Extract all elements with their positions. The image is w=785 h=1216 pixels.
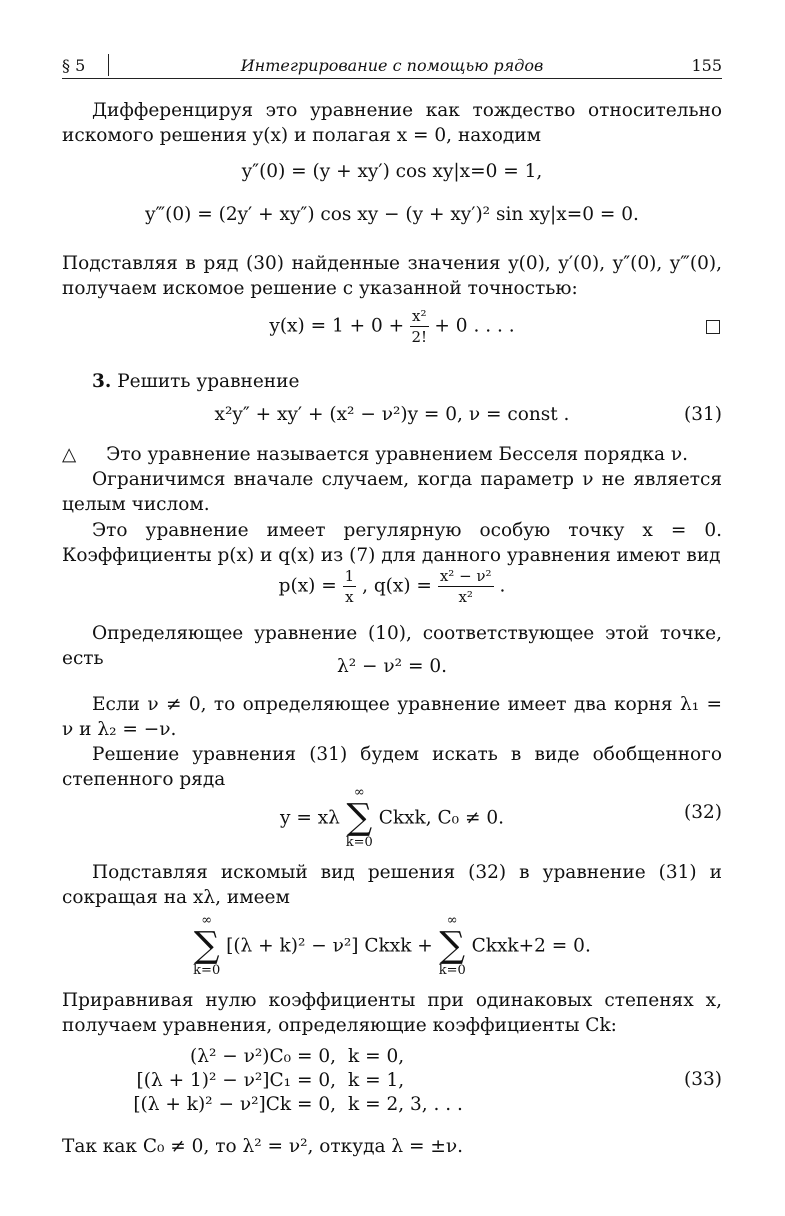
sum-lower-limit: k=0 [345, 835, 373, 850]
paragraph-11: Приравнивая нулю коэффициенты при одинаковых степенях x, получаем уравнения, определяющие коэффициенты Ck: [62, 990, 722, 1036]
running-header [62, 56, 722, 79]
series-right: Ckxk, C₀ ≠ 0. [378, 807, 504, 829]
sum-upper-limit: ∞ [446, 913, 458, 928]
series-left: y = xλ [280, 807, 340, 829]
fraction-x2-over-2fact [410, 306, 428, 347]
paragraph-9: Решение уравнения (31) будем искать в виде обобщенного степенного ряда [62, 744, 722, 790]
sum-upper-limit: ∞ [201, 913, 213, 928]
fraction-denominator: x² [458, 588, 473, 606]
p-label: p(x) = [278, 575, 337, 597]
equation-system-33 [62, 1045, 722, 1117]
equation-y2: y″(0) = (y + xy′) cos xy|x=0 = 1, [241, 161, 543, 182]
substituted-middle: [(λ + k)² − ν²] Ckxk + [226, 935, 433, 957]
equation-solution [62, 306, 722, 347]
equation-indicial: λ² − ν² = 0. [337, 656, 447, 677]
section-number: § 5 [62, 56, 86, 75]
fraction-numerator: 1 [344, 567, 355, 585]
system-row [62, 1045, 722, 1069]
qed-box-icon [706, 320, 720, 334]
sum-lower-limit: k=0 [438, 963, 466, 978]
paragraph-5: Ограничимся вначале случаем, когда параметр ν не является целым числом. [62, 469, 722, 515]
paragraph-10: Подставляя искомый вид решения (32) в уравнение (31) и сокращая на xλ, имеем [62, 862, 722, 908]
paragraph-12: Так как C₀ ≠ 0, то λ² = ν², откуда λ = ±ν. [62, 1136, 464, 1157]
equation-number-31: (31) [684, 404, 722, 425]
page-number: 155 [691, 56, 722, 75]
fraction-denominator: 2! [411, 328, 428, 346]
paragraph-6: Это уравнение имеет регулярную особую точку x = 0. Коэффициенты p(x) и q(x) из (7) для данного уравнения имеют вид [62, 520, 722, 566]
solution-left: y(x) = 1 + 0 + [269, 315, 405, 337]
equation-period: . [499, 575, 506, 597]
sigma-icon: ∑ [193, 925, 220, 966]
problem-text: Решить уравнение [117, 371, 300, 392]
paragraph-4-text: Это уравнение называется уравнением Бесселя порядка ν. [106, 444, 689, 465]
sum-symbol [346, 786, 373, 850]
paragraph-1: Дифференцируя это уравнение как тождество относительно искомого решения y(x) и полагая x = 0, находим [62, 100, 722, 146]
sum-lower-limit: k=0 [193, 963, 221, 978]
triangle-icon: △ [62, 444, 77, 465]
fraction-numerator: x² − ν² [439, 567, 492, 585]
sum-symbol-1 [193, 914, 220, 978]
equation-bessel: x²y″ + xy′ + (x² − ν²)y = 0, ν = const . [214, 404, 570, 425]
system-row [62, 1093, 722, 1117]
equation-number-33: (33) [684, 1069, 722, 1090]
paragraph-4 [62, 442, 722, 467]
equation-y3: y‴(0) = (2y′ + xy″) cos xy − (y + xy′)² sin xy|x=0 = 0. [145, 204, 639, 225]
system-row-left: [(λ + k)² − ν²]Ck = 0, [133, 1094, 336, 1115]
running-title: Интегрирование с помощью рядов [240, 56, 544, 75]
sum-symbol-2 [439, 914, 466, 978]
equation-number-32: (32) [684, 802, 722, 823]
system-row-right: k = 1, [348, 1070, 405, 1091]
system-row [62, 1069, 722, 1093]
sigma-icon: ∑ [346, 797, 373, 838]
system-row-right: k = 2, 3, . . . [348, 1094, 463, 1115]
paragraph-7: Определяющее уравнение (10), соответствующее этой точке, есть [62, 623, 722, 669]
system-row-left: [(λ + 1)² − ν²]C₁ = 0, [136, 1070, 336, 1091]
equation-substituted [62, 914, 722, 978]
page [62, 56, 722, 1157]
equation-p-q [62, 566, 722, 607]
sigma-icon: ∑ [439, 925, 466, 966]
fraction-numerator: x² [412, 307, 427, 325]
equation-series [62, 786, 722, 850]
system-row-right: k = 0, [348, 1046, 405, 1067]
solution-right: + 0 . . . . [434, 315, 515, 337]
fraction-denominator: x [345, 588, 354, 606]
problem-3-title [62, 369, 722, 394]
paragraph-2: Подставляя в ряд (30) найденные значения y(0), y′(0), y″(0), y‴(0), получаем искомое решение с указанной точностью: [62, 253, 722, 299]
fraction-q [438, 566, 494, 607]
q-label: , q(x) = [362, 575, 432, 597]
system-row-left: (λ² − ν²)C₀ = 0, [190, 1046, 336, 1067]
paragraph-8: Если ν ≠ 0, то определяющее уравнение имеет два корня λ₁ = ν и λ₂ = −ν. [62, 694, 722, 740]
problem-number: 3. [92, 371, 112, 392]
substituted-end: Ckxk+2 = 0. [471, 935, 591, 957]
sum-upper-limit: ∞ [353, 785, 365, 800]
fraction-1-over-x [343, 566, 357, 607]
